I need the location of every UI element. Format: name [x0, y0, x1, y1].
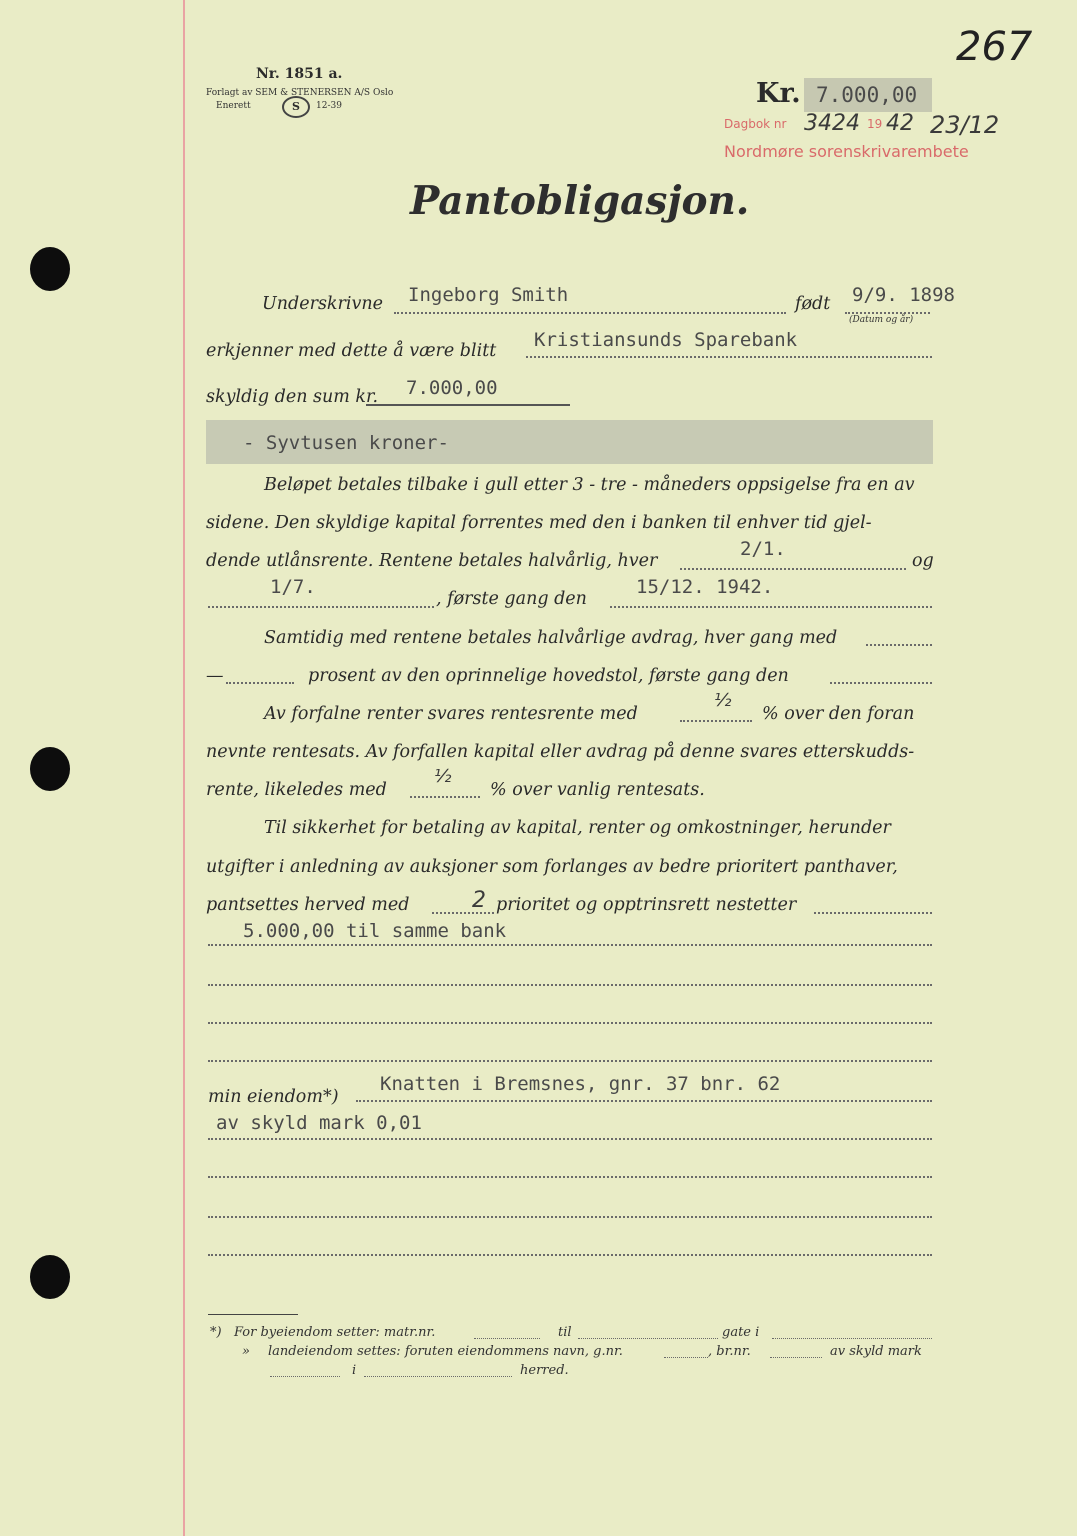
dagbok-prefix: Dagbok nr	[724, 117, 787, 131]
footnote-3-dots-a	[270, 1376, 340, 1377]
property-label: min eiendom*)	[208, 1087, 339, 1107]
amount-value: 7.000,00	[804, 78, 932, 112]
footnote-1b-dots	[578, 1338, 718, 1339]
footnote-1a: For byeiendom setter: matr.nr.	[234, 1325, 436, 1340]
dagbok-date: 23/12	[930, 111, 1000, 139]
blank-line-5	[208, 1138, 932, 1140]
dagbok-year: 42	[886, 111, 914, 136]
publisher-line: Forlagt av SEM & STENERSEN A/S Oslo	[206, 88, 394, 98]
birth-line	[845, 312, 930, 314]
blank-line-1	[208, 944, 932, 946]
body-line-12: pantsettes herved med	[206, 895, 410, 915]
blank-line-7	[208, 1216, 932, 1218]
publisher-logo-icon: S	[282, 96, 310, 118]
property-line	[356, 1100, 932, 1102]
nestetter-line	[814, 912, 932, 914]
body-line-1: Beløpet betales tilbake i gull etter 3 - tre - måneders oppsigelse fra en av	[264, 475, 915, 495]
footnote-rule	[208, 1314, 298, 1315]
amount-label: Kr.	[756, 78, 801, 109]
body-line-3: dende utlånsrente. Rentene betales halvårlig, hver	[206, 551, 658, 571]
avdrag-line	[866, 644, 932, 646]
body-line-2: sidene. Den skyldige kapital forrentes med den i banken til enhver tid gjel-	[206, 513, 872, 533]
dagbok-number: 3424	[804, 111, 860, 136]
footnote-2b: , br.nr.	[708, 1344, 751, 1359]
body-line-8: nevnte rentesats. Av forfallen kapital eller avdrag på denne svares etterskudds-	[206, 742, 915, 762]
first-date-line	[610, 606, 932, 608]
blank-line-3	[208, 1022, 932, 1024]
sum-value: 7.000,00	[406, 377, 498, 399]
property-skyld: av skyld mark 0,01	[216, 1112, 422, 1134]
footnote-1b: til	[558, 1325, 572, 1340]
property-name: Knatten i Bremsnes, gnr. 37 bnr. 62	[380, 1073, 781, 1095]
footnote-3b: herred.	[520, 1363, 569, 1378]
blank-line-4	[208, 1060, 932, 1062]
etterskudd-value: ½	[434, 766, 452, 787]
body-line-11: utgifter i anledning av auksjoner som forlanges av bedre prioritert panthaver,	[206, 857, 898, 877]
footnote-2-mark: »	[242, 1344, 250, 1359]
page-number: 267	[956, 24, 1033, 70]
etterskudd-line	[410, 796, 480, 798]
interest-date-2-line	[208, 606, 434, 608]
document-title: Pantobligasjon.	[410, 178, 750, 224]
body-line-5: Samtidig med rentene betales halvårlige avdrag, hver gang med	[264, 628, 838, 648]
og-label: og	[912, 551, 934, 571]
footnote-2b-dots	[770, 1357, 822, 1358]
footnote-1a-dots	[474, 1338, 540, 1339]
blank-line-2	[208, 984, 932, 986]
footnote-3a: i	[352, 1363, 357, 1378]
dagbok-office: Nordmøre sorenskrivarembete	[724, 142, 969, 161]
blank-line-8	[208, 1254, 932, 1256]
publisher-enerett: Enerett	[216, 101, 251, 111]
footnote-2a: landeiendom settes: foruten eiendommens navn, g.nr.	[268, 1344, 623, 1359]
rentesrente-line	[680, 720, 752, 722]
footnote-1c: gate i	[722, 1325, 760, 1340]
birth-date: 9/9. 1898	[852, 284, 955, 306]
rentesrente-value: ½	[714, 690, 732, 711]
footnote-2a-dots	[664, 1357, 708, 1358]
forste-gang-label: , første gang den	[436, 589, 587, 609]
creditor-label: erkjenner med dette å være blitt	[206, 341, 497, 361]
punch-hole-middle	[30, 747, 70, 791]
footnote-2c: av skyld mark	[830, 1344, 922, 1359]
birth-note: (Datum og år)	[849, 315, 914, 325]
signer-line	[394, 312, 786, 314]
body-line-12-post: prioritet og opptrinsrett nestetter	[496, 895, 797, 915]
blank-line-6	[208, 1176, 932, 1178]
publisher-code: 12-39	[316, 101, 342, 111]
signer-name: Ingeborg Smith	[408, 284, 569, 306]
body-line-9: rente, likeledes med	[206, 780, 387, 800]
form-number: Nr. 1851 a.	[256, 66, 343, 82]
sum-words: - Syvtusen kroner-	[243, 432, 449, 454]
hovedstol-line	[830, 682, 932, 684]
first-date: 15/12. 1942.	[636, 576, 774, 598]
priority-value: 2	[472, 888, 486, 913]
footnote-1c-dots	[772, 1338, 932, 1339]
punch-hole-top	[30, 247, 70, 291]
body-line-7: Av forfalne renter svares rentesrente med	[264, 704, 638, 724]
fodt-label: født	[795, 294, 831, 314]
prosent-line	[226, 682, 294, 684]
margin-line	[183, 0, 185, 1536]
sum-underline	[366, 404, 570, 406]
dagbok-year-prefix: 19	[867, 117, 883, 131]
footnote-mark: *)	[210, 1325, 222, 1340]
dash-mark: —	[206, 666, 224, 686]
body-line-9-post: % over vanlig rentesats.	[490, 780, 705, 800]
interest-date-1: 2/1.	[740, 538, 786, 560]
sum-label: skyldig den sum kr.	[206, 387, 379, 407]
punch-hole-bottom	[30, 1255, 70, 1299]
body-line-7-post: % over den foran	[762, 704, 915, 724]
creditor-line	[526, 356, 932, 358]
footnote-3-dots-b	[364, 1376, 512, 1377]
underskrivne-label: Underskrivne	[262, 294, 384, 314]
creditor-name: Kristiansunds Sparebank	[534, 329, 798, 351]
body-line-6: prosent av den oprinnelige hovedstol, første gang den	[308, 666, 789, 686]
interest-date-1-line	[680, 568, 906, 570]
prior-lien: 5.000,00 til samme bank	[243, 920, 507, 942]
body-line-10: Til sikkerhet for betaling av kapital, renter og omkostninger, herunder	[264, 818, 891, 838]
interest-date-2: 1/7.	[270, 576, 316, 598]
